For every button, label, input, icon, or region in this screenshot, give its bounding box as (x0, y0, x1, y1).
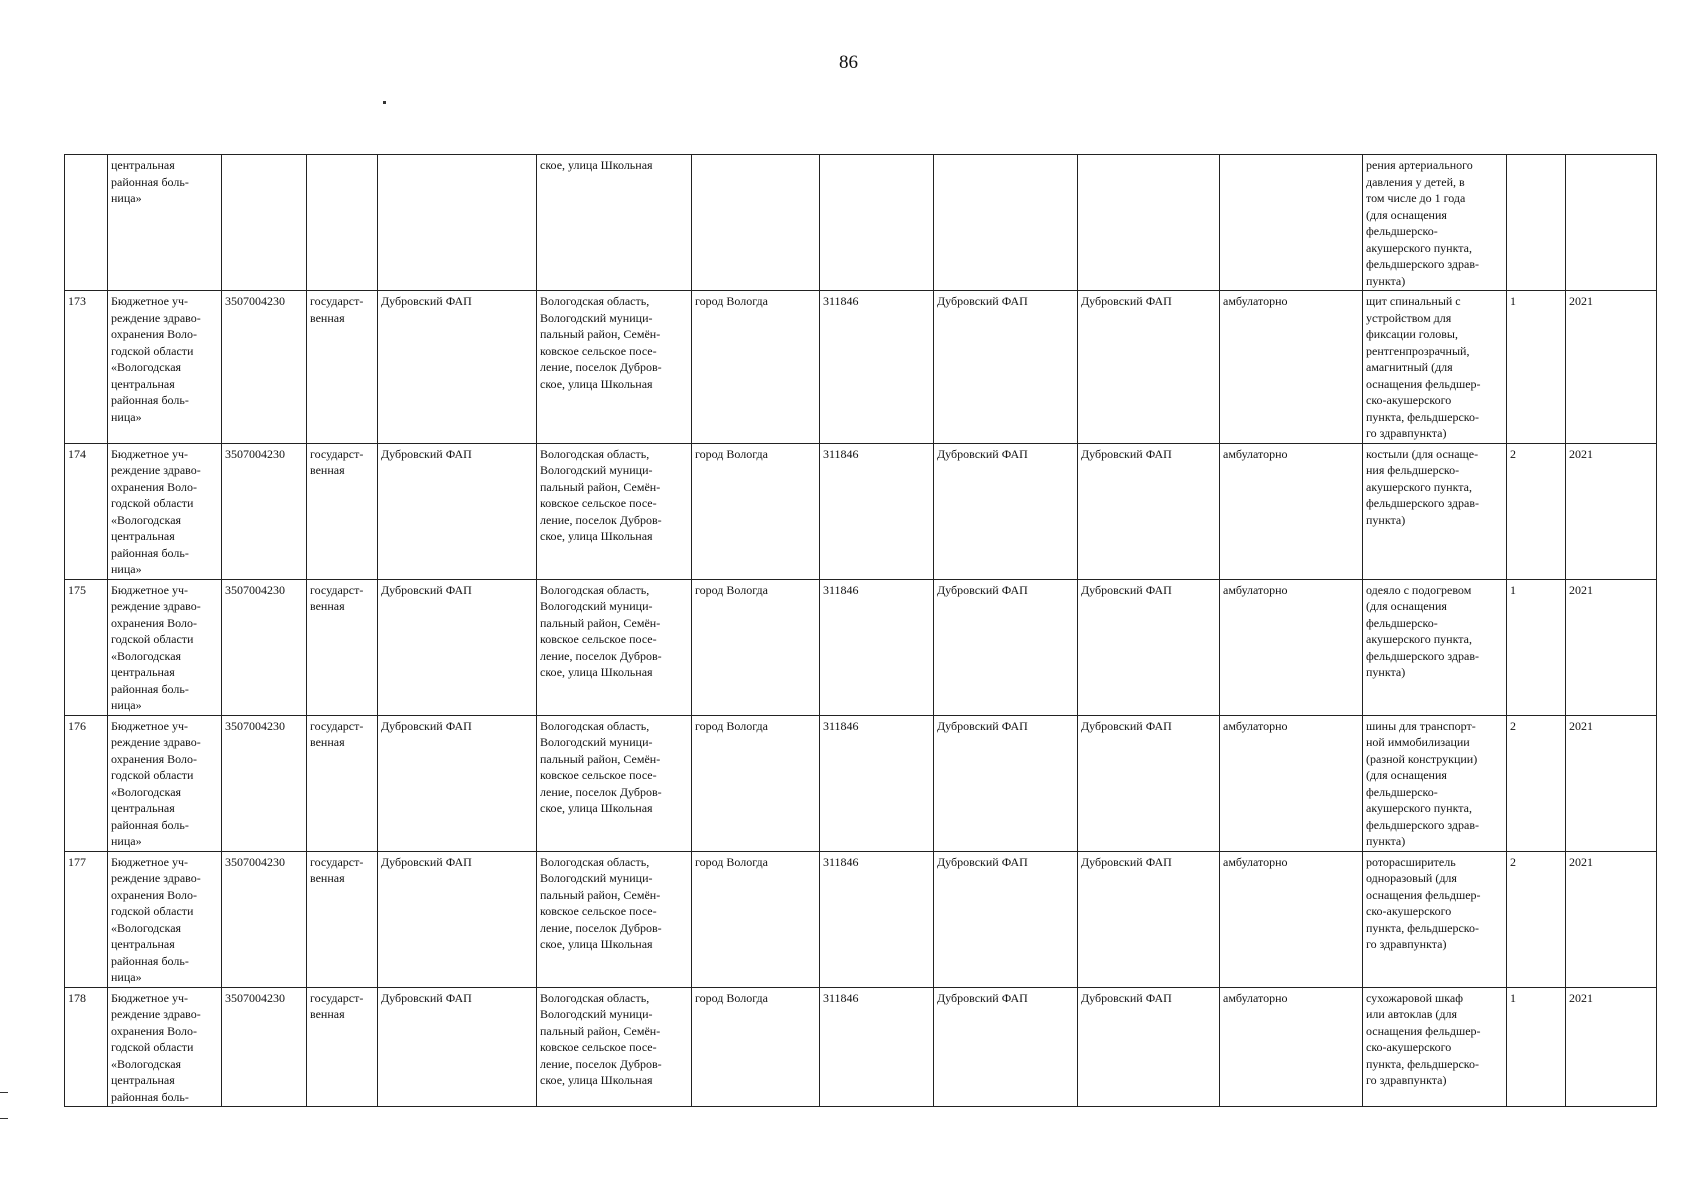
cell-unit-2: Дубровский ФАП (1078, 291, 1220, 444)
cell-ownership: государст- венная (307, 579, 378, 715)
cell-number: 173 (65, 291, 108, 444)
cell-address: Вологодская область, Вологодский муници- пальный район, Семён- ковское сельское посе- ление, поселок Дубров- ское, улица Школьная (537, 715, 692, 851)
cell-year: 2021 (1566, 715, 1657, 851)
cell-quantity: 1 (1507, 579, 1566, 715)
cell-number: 177 (65, 851, 108, 987)
cell-inn: 3507004230 (222, 987, 307, 1107)
cell-inn: 3507004230 (222, 851, 307, 987)
cell-quantity: 1 (1507, 291, 1566, 444)
table-row (65, 987, 1657, 1107)
cell-ownership: государст- венная (307, 291, 378, 444)
cell-code (820, 155, 934, 291)
cell-city: город Вологда (692, 291, 820, 444)
cell-equipment: сухожаровой шкаф или автоклав (для оснащения фельдшер- ско-акушерского пункта, фельдшерско- го здравпункта) (1363, 987, 1507, 1107)
cell-care-mode: амбулаторно (1220, 715, 1363, 851)
cell-city: город Вологда (692, 443, 820, 579)
cell-address: Вологодская область, Вологодский муници- пальный район, Семён- ковское сельское посе- ление, поселок Дубров- ское, улица Школьная (537, 851, 692, 987)
cell-organization: центральная районная боль- ница» (108, 155, 222, 291)
cell-unit-1: Дубровский ФАП (934, 579, 1078, 715)
cell-code: 311846 (820, 715, 934, 851)
table-row (65, 851, 1657, 987)
cell-address: Вологодская область, Вологодский муници- пальный район, Семён- ковское сельское посе- ление, поселок Дубров- ское, улица Школьная (537, 443, 692, 579)
table-row (65, 155, 1657, 291)
cell-city: город Вологда (692, 851, 820, 987)
cell-address: Вологодская область, Вологодский муници- пальный район, Семён- ковское сельское посе- ление, поселок Дубров- ское, улица Школьная (537, 291, 692, 444)
cell-organization: Бюджетное уч- реждение здраво- охранения Воло- годской области «Вологодская центральная районная боль- ница» (108, 851, 222, 987)
cell-inn: 3507004230 (222, 579, 307, 715)
cell-facility-name: Дубровский ФАП (378, 443, 537, 579)
cell-year: 2021 (1566, 291, 1657, 444)
cell-unit-2: Дубровский ФАП (1078, 987, 1220, 1107)
cell-number: 175 (65, 579, 108, 715)
cell-care-mode: амбулаторно (1220, 579, 1363, 715)
cell-inn: 3507004230 (222, 443, 307, 579)
cell-ownership (307, 155, 378, 291)
cell-organization: Бюджетное уч- реждение здраво- охранения Воло- годской области «Вологодская центральная районная боль- ница» (108, 291, 222, 444)
cell-facility-name: Дубровский ФАП (378, 851, 537, 987)
cell-facility-name: Дубровский ФАП (378, 987, 537, 1107)
scan-speck (383, 101, 386, 104)
cell-care-mode: амбулаторно (1220, 851, 1363, 987)
cell-organization: Бюджетное уч- реждение здраво- охранения Воло- годской области «Вологодская центральная районная боль- (108, 987, 222, 1107)
cell-ownership: государст- венная (307, 443, 378, 579)
cell-organization: Бюджетное уч- реждение здраво- охранения Воло- годской области «Вологодская центральная районная боль- ница» (108, 579, 222, 715)
cell-ownership: государст- венная (307, 715, 378, 851)
cell-care-mode (1220, 155, 1363, 291)
table-row (65, 715, 1657, 851)
cell-ownership: государст- венная (307, 987, 378, 1107)
cell-number (65, 155, 108, 291)
cell-address: Вологодская область, Вологодский муници- пальный район, Семён- ковское сельское посе- ление, поселок Дубров- ское, улица Школьная (537, 987, 692, 1107)
equipment-table (64, 154, 1657, 1107)
cell-quantity: 2 (1507, 443, 1566, 579)
cell-year: 2021 (1566, 443, 1657, 579)
table-row (65, 579, 1657, 715)
cell-unit-2: Дубровский ФАП (1078, 579, 1220, 715)
cell-quantity: 1 (1507, 987, 1566, 1107)
cell-code: 311846 (820, 579, 934, 715)
cell-inn (222, 155, 307, 291)
cell-address: Вологодская область, Вологодский муници- пальный район, Семён- ковское сельское посе- ление, поселок Дубров- ское, улица Школьная (537, 579, 692, 715)
cell-number: 174 (65, 443, 108, 579)
cell-ownership: государст- венная (307, 851, 378, 987)
cell-quantity: 2 (1507, 715, 1566, 851)
cell-year: 2021 (1566, 579, 1657, 715)
cell-year (1566, 155, 1657, 291)
cell-equipment: костыли (для оснаще- ния фельдшерско- акушерского пункта, фельдшерского здрав- пункта) (1363, 443, 1507, 579)
cell-quantity: 2 (1507, 851, 1566, 987)
cell-code: 311846 (820, 851, 934, 987)
cell-inn: 3507004230 (222, 291, 307, 444)
cell-quantity (1507, 155, 1566, 291)
cell-address: ское, улица Школьная (537, 155, 692, 291)
cell-unit-1 (934, 155, 1078, 291)
cell-unit-2: Дубровский ФАП (1078, 851, 1220, 987)
cell-unit-2: Дубровский ФАП (1078, 443, 1220, 579)
cell-year: 2021 (1566, 987, 1657, 1107)
cell-city: город Вологда (692, 715, 820, 851)
cell-inn: 3507004230 (222, 715, 307, 851)
cell-unit-1: Дубровский ФАП (934, 291, 1078, 444)
cell-facility-name: Дубровский ФАП (378, 579, 537, 715)
table-row (65, 291, 1657, 444)
table-body (65, 155, 1657, 1107)
cell-year: 2021 (1566, 851, 1657, 987)
cell-organization: Бюджетное уч- реждение здраво- охранения Воло- годской области «Вологодская центральная районная боль- ница» (108, 443, 222, 579)
cell-unit-1: Дубровский ФАП (934, 715, 1078, 851)
cell-code: 311846 (820, 443, 934, 579)
edge-mark-1 (0, 1092, 8, 1093)
cell-unit-2: Дубровский ФАП (1078, 715, 1220, 851)
cell-care-mode: амбулаторно (1220, 291, 1363, 444)
cell-equipment: щит спинальный с устройством для фиксации головы, рентгенпрозрачный, амагнитный (для оснащения фельдшер- ско-акушерского пункта, фельдшерско- го здравпункта) (1363, 291, 1507, 444)
cell-care-mode: амбулаторно (1220, 987, 1363, 1107)
cell-equipment: одеяло с подогревом (для оснащения фельдшерско- акушерского пункта, фельдшерского здрав- пункта) (1363, 579, 1507, 715)
table-row (65, 443, 1657, 579)
cell-equipment: шины для транспорт- ной иммобилизации (разной конструкции) (для оснащения фельдшерско- акушерского пункта, фельдшерского здрав- пункта) (1363, 715, 1507, 851)
cell-city: город Вологда (692, 987, 820, 1107)
cell-equipment: рения артериального давления у детей, в том числе до 1 года (для оснащения фельдшерско- акушерского пункта, фельдшерского здрав- пункта) (1363, 155, 1507, 291)
cell-facility-name (378, 155, 537, 291)
cell-unit-2 (1078, 155, 1220, 291)
cell-organization: Бюджетное уч- реждение здраво- охранения Воло- годской области «Вологодская центральная районная боль- ница» (108, 715, 222, 851)
cell-care-mode: амбулаторно (1220, 443, 1363, 579)
cell-city (692, 155, 820, 291)
cell-number: 178 (65, 987, 108, 1107)
page-number: 86 (839, 52, 858, 73)
cell-city: город Вологда (692, 579, 820, 715)
cell-code: 311846 (820, 987, 934, 1107)
cell-code: 311846 (820, 291, 934, 444)
cell-unit-1: Дубровский ФАП (934, 987, 1078, 1107)
edge-mark-2 (0, 1118, 8, 1119)
cell-equipment: роторасширитель одноразовый (для оснащения фельдшер- ско-акушерского пункта, фельдшерско- го здравпункта) (1363, 851, 1507, 987)
cell-unit-1: Дубровский ФАП (934, 851, 1078, 987)
cell-facility-name: Дубровский ФАП (378, 291, 537, 444)
cell-facility-name: Дубровский ФАП (378, 715, 537, 851)
cell-unit-1: Дубровский ФАП (934, 443, 1078, 579)
cell-number: 176 (65, 715, 108, 851)
